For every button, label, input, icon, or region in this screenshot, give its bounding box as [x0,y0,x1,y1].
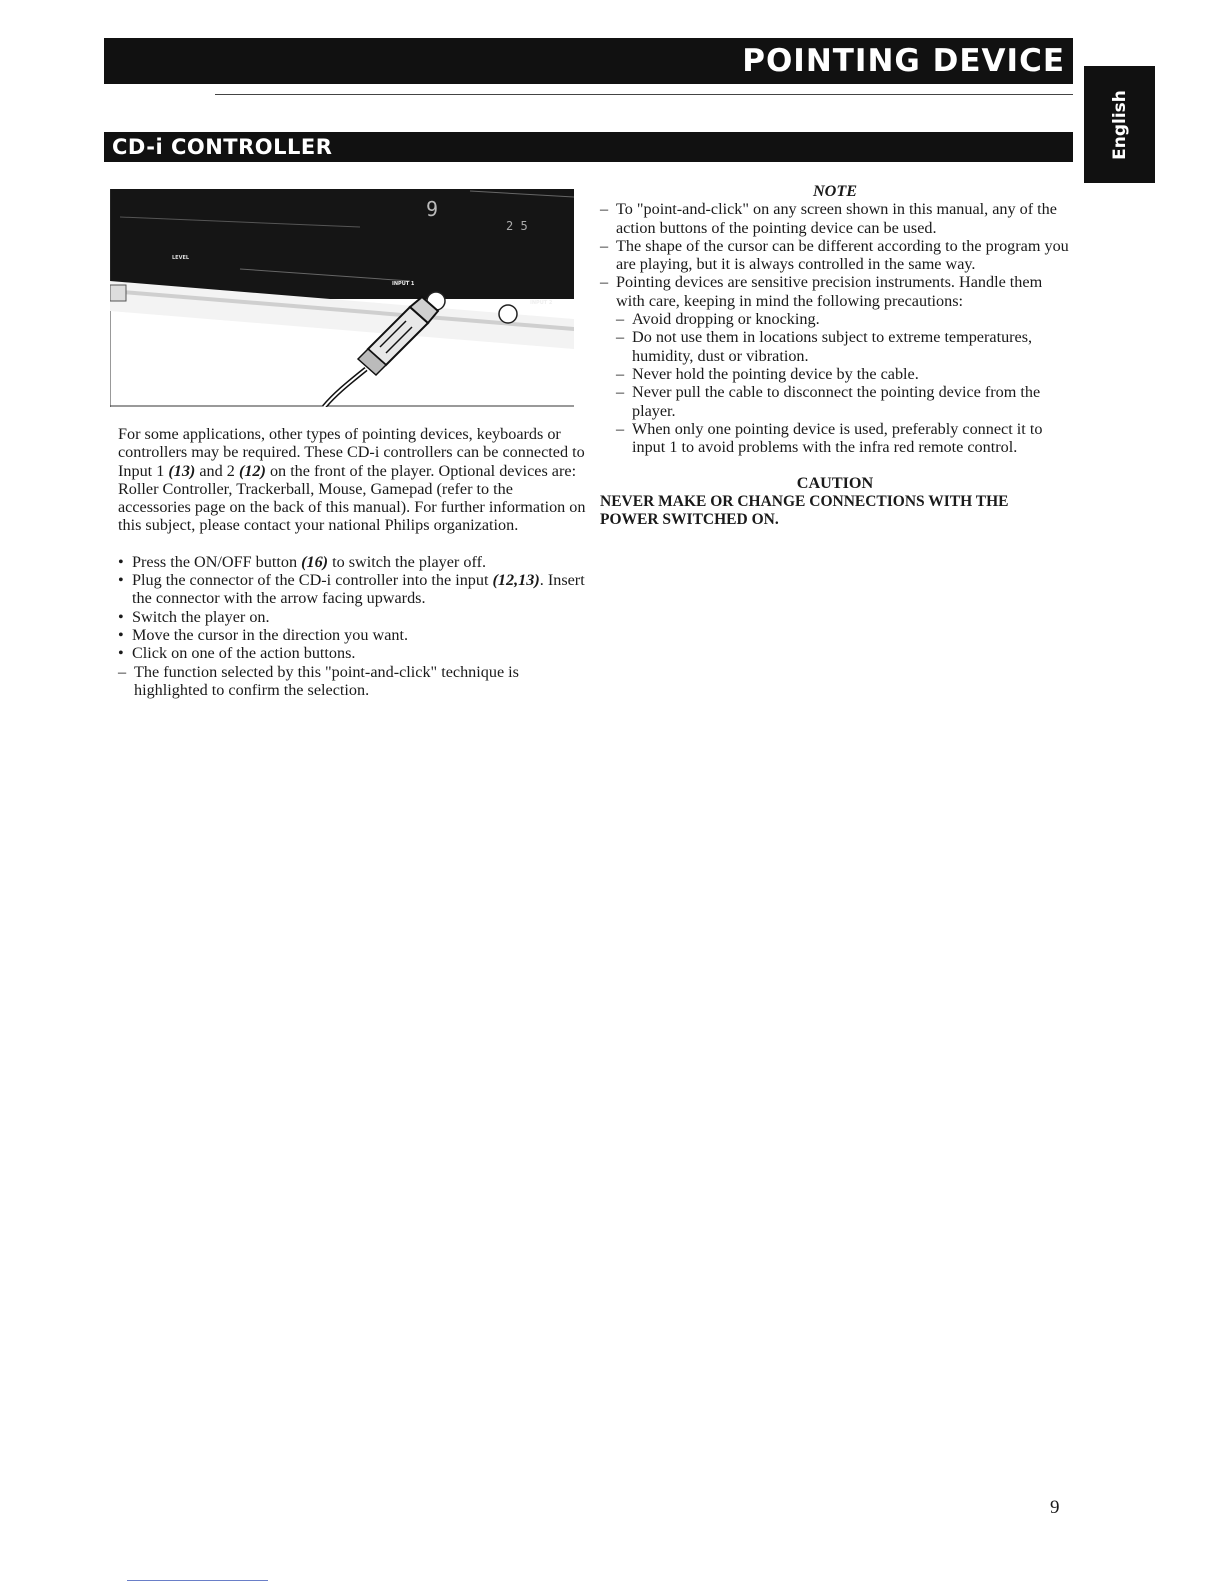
caution-heading: CAUTION [796,474,874,493]
intro-text: For some applications, other types of pointing devices, keyboards or controllers may be required. These CD-i controllers can be connected to Input 1 [118,425,585,480]
list-item: – The shape of the cursor can be different according to the program you are playing, but it is always controlled in the same way. [600,237,1070,274]
caution-text: NEVER MAKE OR CHANGE CONNECTIONS WITH THE POWER SWITCHED ON. [600,492,1009,529]
bottom-rule [127,1580,268,1581]
result-list [118,663,586,700]
intro-text: and 2 [199,461,235,480]
level-label: LEVEL [172,255,190,261]
intro-text: on the front of the player. Optional devices are: Roller Controller, Trackerball, Mouse, Gamepad (refer to the accessories page on the back of this manual). For further information on this subject, please contact your national Philips organization. [118,461,586,535]
display-digit: 2 5 [506,219,528,233]
page-number: 9 [1050,1497,1060,1518]
steps-list [118,553,586,663]
connector-illustration [110,189,574,407]
list-item: • Click on one of the action buttons. [118,644,586,662]
list-item: – Avoid dropping or knocking. [616,310,1070,328]
input2-socket [499,305,517,323]
list-item: – To "point-and-click" on any screen shown in this manual, any of the action buttons of the pointing device can be used. [600,200,1070,237]
header-rule [215,94,1073,95]
list-item: • Move the cursor in the direction you want. [118,626,586,644]
ref-16: (16) [301,552,329,571]
intro-paragraph [118,425,586,535]
language-tab [1084,66,1155,183]
input2-label: INPUT 2 [530,300,553,306]
list-item: – Never hold the pointing device by the cable. [616,365,1070,383]
page-title [104,38,1073,84]
precautions-list [616,310,1070,456]
note-text: Pointing devices are sensitive precision instruments. Handle them with care, keeping in mind the following precautions: [616,273,1043,310]
display-digit: 9 [426,197,439,221]
player-front-panel-drawing [110,189,574,407]
language-tab-label: English [1109,89,1130,160]
step-text: Press the ON/OFF button [132,552,298,571]
input1-label: INPUT 1 [392,281,415,287]
list-item: – When only one pointing device is used, preferably connect it to input 1 to avoid problems with the infra red remote control. [616,420,1070,457]
note-list [600,200,1070,456]
list-item: – Do not use them in locations subject to extreme temperatures, humidity, dust or vibration. [616,328,1070,365]
list-item [118,553,586,571]
left-column [118,425,586,699]
ref-12: (12) [238,461,266,480]
list-item [600,273,1070,456]
right-column [600,182,1070,529]
step-text: Plug the connector of the CD-i controller into the input [132,571,489,590]
page-title-text: POINTING DEVICE [742,43,1065,79]
step-text: to switch the player off. [332,552,487,571]
ref-12-13: (12,13) [492,571,540,590]
list-item: – Never pull the cable to disconnect the pointing device from the player. [616,383,1070,420]
note-heading: NOTE [812,182,858,200]
list-item [118,571,586,608]
section-heading-text: CD-i CONTROLLER [112,135,333,159]
list-item: • Switch the player on. [118,608,586,626]
list-item: – The function selected by this "point-and-click" technique is highlighted to confirm the selection. [118,663,586,700]
ref-13: (13) [168,461,196,480]
step-text: . Insert the connector with the arrow facing upwards. [132,571,585,608]
section-heading [104,132,1073,162]
